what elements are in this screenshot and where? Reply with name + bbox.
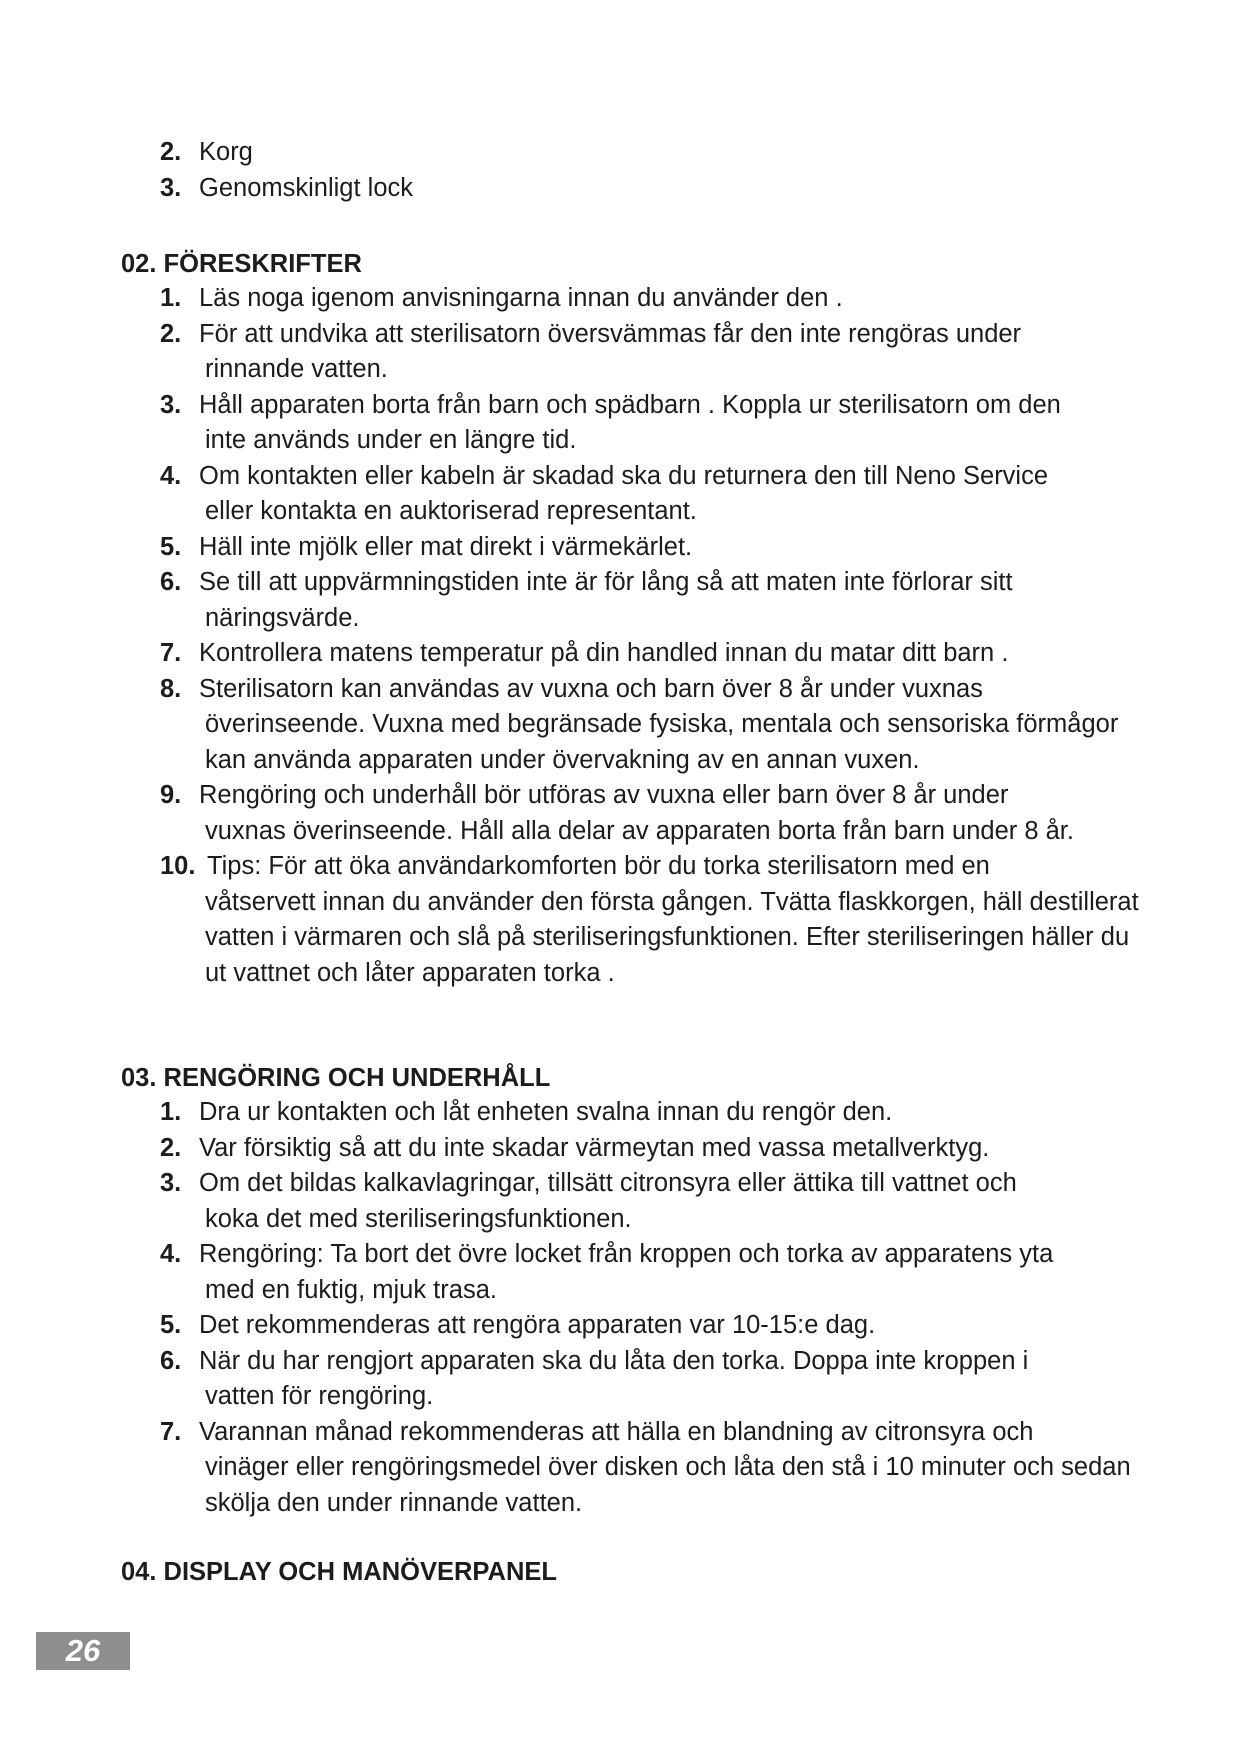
item-number: 4.	[160, 461, 182, 490]
item-text-continuation: koka det med steriliseringsfunktionen.	[205, 1204, 632, 1233]
item-text: Se till att uppvärmningstiden inte är för lång så att maten inte förlorar sitt	[199, 568, 1013, 596]
item-text-continuation: med en fuktig, mjuk trasa.	[205, 1275, 497, 1304]
item-text: Läs noga igenom anvisningarna innan du använder den .	[199, 284, 843, 312]
item-number: 6.	[160, 1346, 182, 1375]
item-number: 2.	[160, 1133, 182, 1162]
item-text: Sterilisatorn kan användas av vuxna och barn över 8 år under vuxnas	[199, 674, 983, 703]
list-item	[0, 530, 1139, 566]
item-number: 1.	[160, 1098, 182, 1126]
item-text: Dra ur kontakten och låt enheten svalna innan du rengör den.	[199, 1098, 893, 1126]
item-number: 2.	[160, 138, 182, 166]
item-number: 3.	[160, 173, 182, 202]
item-text: Det rekommenderas att rengöra apparaten var 10-15:e dag.	[199, 1311, 876, 1339]
item-text: Rengöring och underhåll bör utföras av vuxna eller barn över 8 år under	[199, 781, 1009, 809]
item-text: Om kontakten eller kabeln är skadad ska du returnera den till Neno Service	[199, 461, 1049, 490]
item-text-continuation: vatten för rengöring.	[205, 1382, 434, 1410]
item-number: 8.	[160, 674, 182, 703]
item-text: Genomskinligt lock	[199, 173, 413, 202]
section-heading-rengoring: 03. RENGÖRING OCH UNDERHÅLL	[121, 1064, 551, 1092]
item-number: 5.	[160, 1311, 182, 1339]
list-item	[0, 1095, 1139, 1131]
item-text: Om det bildas kalkavlagringar, tillsätt citronsyra eller ättika till vattnet och	[199, 1169, 1017, 1197]
item-text: Kontrollera matens temperatur på din handled innan du matar ditt barn .	[199, 639, 1009, 667]
parts-list	[0, 135, 1241, 206]
list-item	[0, 1237, 1139, 1308]
list-item	[0, 1415, 1139, 1522]
list-item	[0, 1166, 1139, 1237]
list-item	[0, 636, 1139, 672]
item-number: 4.	[160, 1240, 182, 1268]
list-item	[0, 281, 1139, 317]
item-number: 3.	[160, 1169, 182, 1197]
item-text-continuation: rinnande vatten.	[205, 355, 388, 383]
item-text-continuation: eller kontakta en auktoriserad representant.	[205, 497, 697, 525]
section-heading-display: 04. DISPLAY OCH MANÖVERPANEL	[121, 1558, 557, 1586]
item-text: Var försiktig så att du inte skadar värmeytan med vassa metallverktyg.	[199, 1133, 990, 1162]
item-number: 1.	[160, 284, 182, 312]
item-text: Häll inte mjölk eller mat direkt i värmekärlet.	[199, 532, 693, 561]
item-text: När du har rengjort apparaten ska du låta den torka. Doppa inte kroppen i	[199, 1346, 1029, 1375]
list-item	[0, 778, 1139, 849]
item-number: 7.	[160, 639, 182, 667]
foreskrifter-list	[0, 281, 1241, 991]
item-text-continuation: överinseende. Vuxna med begränsade fysiska, mentala och sensoriska förmågor kan använda apparaten under övervakning av en annan vuxen.	[205, 710, 1119, 774]
rengoring-list	[0, 1095, 1241, 1521]
item-text-continuation: våtservett innan du använder den första gången. Tvätta flaskkorgen, häll destillerat vatten i värmaren och slå på steriliseringsfunktionen. Efter steriliseringen häller du ut vattnet och låter apparaten torka .	[205, 887, 1139, 987]
list-item	[0, 388, 1139, 459]
item-number: 5.	[160, 532, 182, 561]
item-number: 10.	[160, 852, 196, 880]
list-item	[0, 849, 1147, 991]
list-item	[0, 171, 1139, 207]
item-number: 3.	[160, 390, 182, 419]
item-text: Håll apparaten borta från barn och spädbarn . Koppla ur sterilisatorn om den	[199, 390, 1061, 419]
list-item	[0, 1344, 1139, 1415]
item-number: 9.	[160, 781, 182, 809]
list-item	[0, 135, 1139, 171]
list-item	[0, 459, 1139, 530]
list-item	[0, 565, 1139, 636]
item-text-continuation: inte används under en längre tid.	[205, 426, 577, 454]
list-item	[0, 1308, 1139, 1344]
item-number: 2.	[160, 319, 182, 348]
item-text: Tips: För att öka användarkomforten bör du torka sterilisatorn med en	[207, 852, 990, 880]
section-heading-foreskrifter: 02. FÖRESKRIFTER	[121, 250, 362, 278]
page-number-badge: 26	[36, 1632, 130, 1670]
item-text-continuation: vinäger eller rengöringsmedel över disken och låta den stå i 10 minuter och sedan skölja den under rinnande vatten.	[205, 1453, 1131, 1517]
list-item	[0, 1131, 1139, 1167]
item-text: Varannan månad rekommenderas att hälla en blandning av citronsyra och	[199, 1417, 1034, 1446]
list-item	[0, 317, 1139, 388]
item-number: 6.	[160, 568, 182, 596]
item-number: 7.	[160, 1417, 182, 1446]
item-text-continuation: näringsvärde.	[205, 603, 360, 632]
list-item	[0, 672, 1139, 779]
item-text: För att undvika att sterilisatorn översvämmas får den inte rengöras under	[199, 319, 1022, 348]
item-text: Korg	[199, 138, 253, 166]
item-text-continuation: vuxnas överinseende. Håll alla delar av apparaten borta från barn under 8 år.	[205, 816, 1074, 845]
item-text: Rengöring: Ta bort det övre locket från kroppen och torka av apparatens yta	[199, 1240, 1054, 1268]
